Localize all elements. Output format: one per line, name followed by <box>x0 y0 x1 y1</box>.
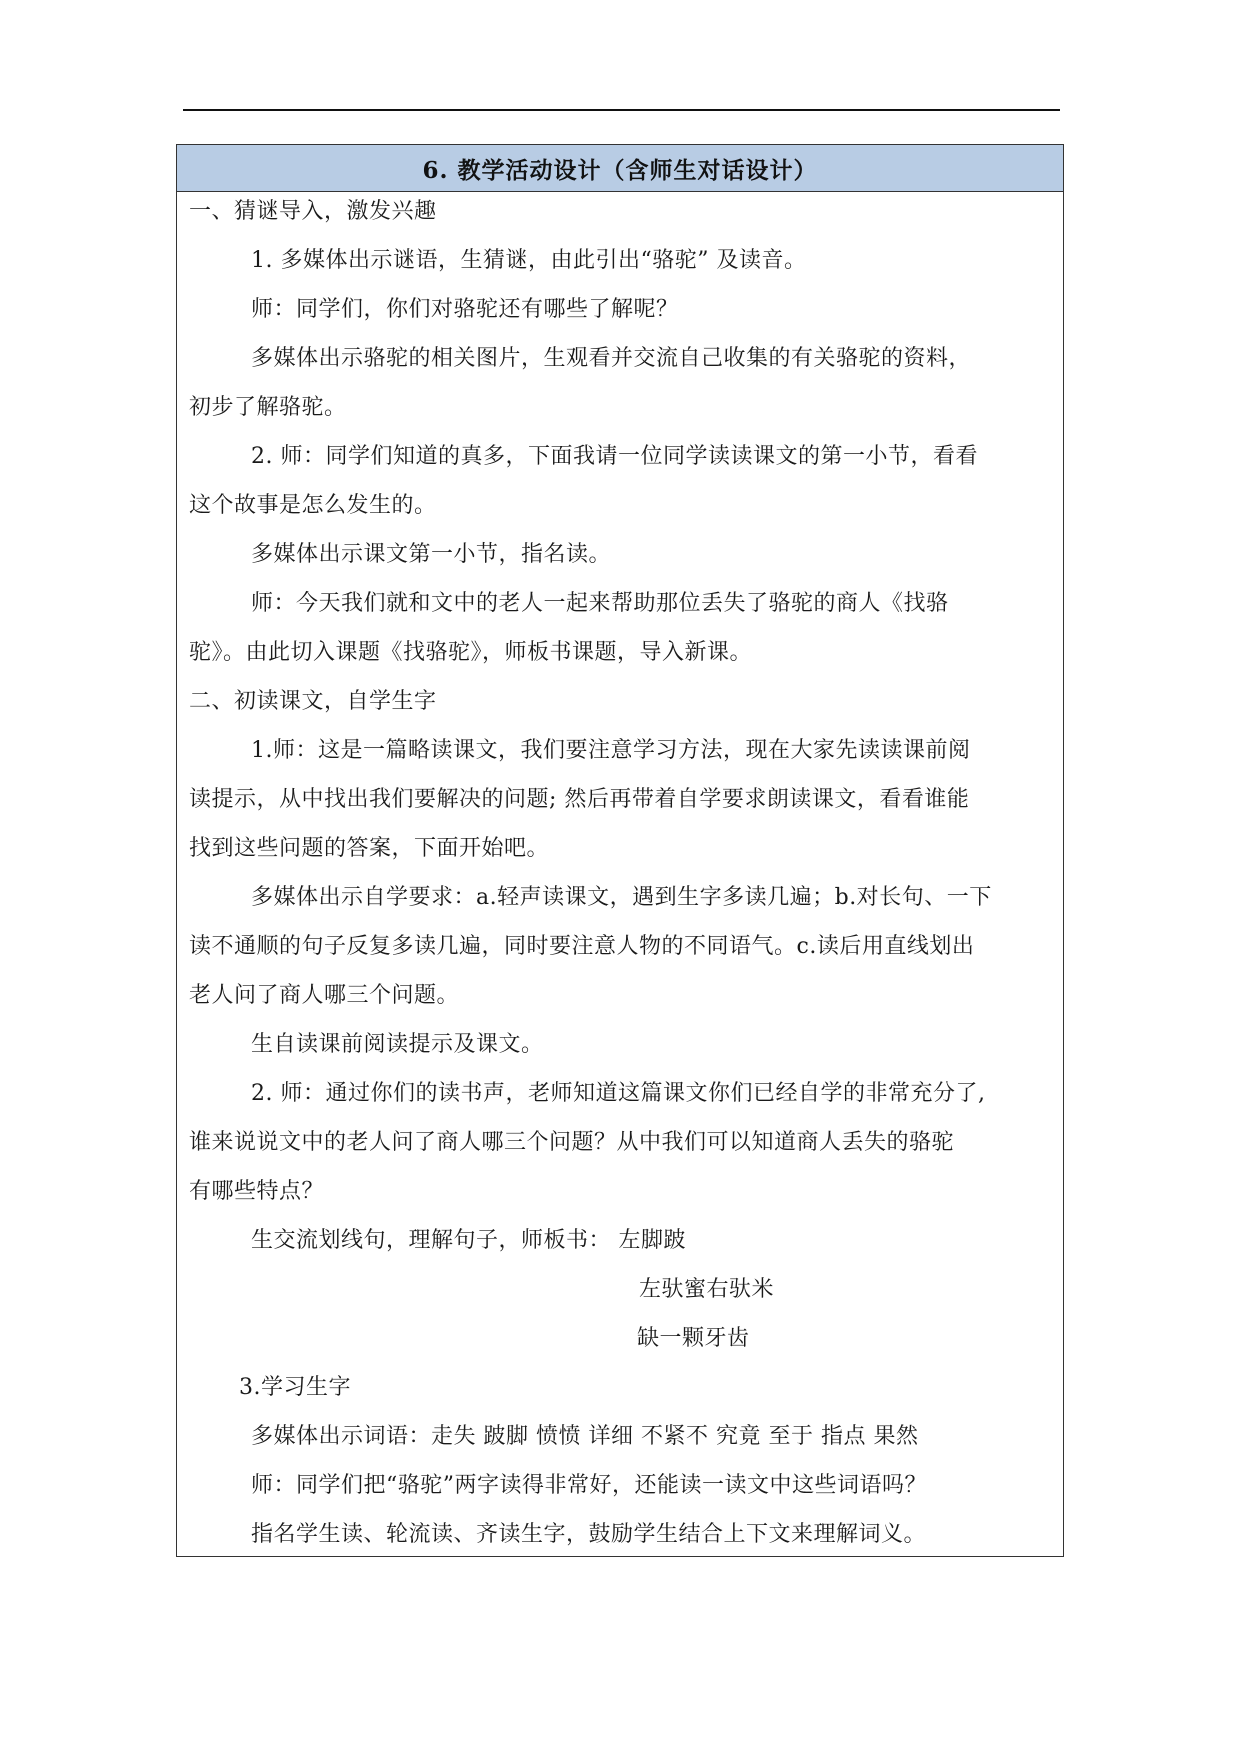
table-title: 6. 教学活动设计（含师生对话设计） <box>177 145 1063 192</box>
paragraph-line: 师：同学们把“骆驼”两字读得非常好，还能读一读文中这些词语吗？ <box>251 1473 927 1498</box>
paragraph-line: 老人问了商人哪三个问题。 <box>189 983 460 1008</box>
board-note: 左驮蜜右驮米 <box>639 1277 775 1302</box>
paragraph-line: 师：同学们，你们对骆驼还有哪些了解呢？ <box>251 297 679 322</box>
paragraph-line: 读不通顺的句子反复多读几遍，同时要注意人物的不同语气。c.读后用直线划出 <box>189 934 975 959</box>
paragraph-line: 谁来说说文中的老人问了商人哪三个问题？从中我们可以知道商人丢失的骆驼 <box>189 1130 955 1155</box>
paragraph-line: 找到这些问题的答案，下面开始吧。 <box>189 836 550 861</box>
paragraph-line: 驼》。由此切入课题《找骆驼》，师板书课题，导入新课。 <box>189 640 753 665</box>
paragraph-line: 指名学生读、轮流读、齐读生字，鼓励学生结合上下文来理解词义。 <box>251 1522 927 1547</box>
paragraph-line: 生交流划线句，理解句子，师板书： 左脚跛 <box>251 1228 686 1253</box>
paragraph-line: 多媒体出示骆驼的相关图片，生观看并交流自己收集的有关骆驼的资料， <box>251 346 972 371</box>
paragraph-line: 多媒体出示课文第一小节，指名读。 <box>251 542 612 567</box>
paragraph-line: 2. 师：同学们知道的真多，下面我请一位同学读读课文的第一小节，看看 <box>251 444 978 469</box>
paragraph-line: 师：今天我们就和文中的老人一起来帮助那位丢失了骆驼的商人《找骆 <box>251 591 949 616</box>
paragraph-line: 1. 多媒体出示谜语，生猜谜，由此引出“骆驼” 及读音。 <box>251 248 807 273</box>
paragraph-line: 有哪些特点？ <box>189 1179 325 1204</box>
section-heading-2: 二、初读课文，自学生字 <box>189 689 437 714</box>
paragraph-line: 初步了解骆驼。 <box>189 395 347 420</box>
header-rule <box>183 109 1060 111</box>
paragraph-line: 生自读课前阅读提示及课文。 <box>251 1032 544 1057</box>
paragraph-line: 多媒体出示词语：走失 跛脚 愤愤 详细 不紧不 究竟 至于 指点 果然 <box>251 1424 919 1449</box>
paragraph-line: 2. 师：通过你们的读书声，老师知道这篇课文你们已经自学的非常充分了, <box>251 1081 986 1106</box>
paragraph-line: 读提示，从中找出我们要解决的问题; 然后再带着自学要求朗读课文，看看谁能 <box>189 787 970 812</box>
board-note: 缺一颗牙齿 <box>637 1326 750 1351</box>
subsection-heading: 3.学习生字 <box>239 1375 351 1400</box>
activity-design-table <box>176 144 1064 1557</box>
paragraph-line: 这个故事是怎么发生的。 <box>189 493 437 518</box>
paragraph-line: 1.师：这是一篇略读课文，我们要注意学习方法，现在大家先读读课前阅 <box>251 738 971 763</box>
section-heading-1: 一、猜谜导入，激发兴趣 <box>189 199 437 224</box>
paragraph-line: 多媒体出示自学要求：a.轻声读课文，遇到生字多读几遍；b.对长句、一下 <box>251 885 992 910</box>
